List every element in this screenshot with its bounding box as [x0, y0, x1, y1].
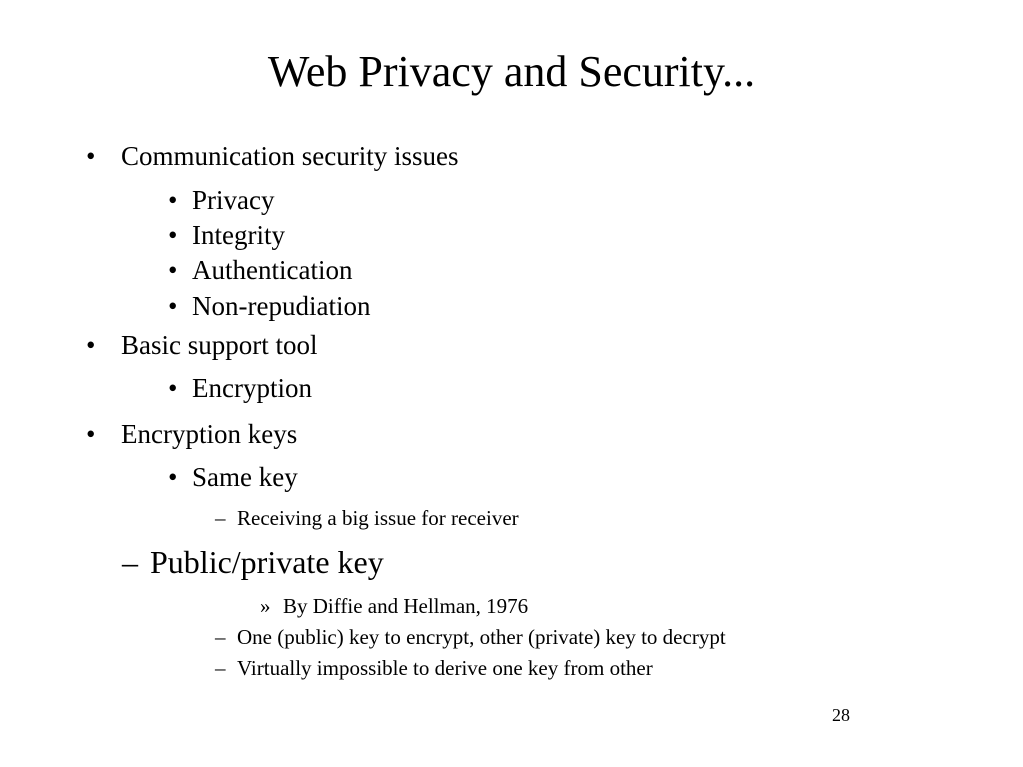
bullet-text: Receiving a big issue for receiver [237, 506, 519, 530]
bullet-marker: • [86, 330, 96, 360]
bullet-marker: • [168, 291, 178, 321]
dash-marker: – [215, 656, 226, 680]
dash-marker: – [122, 544, 138, 580]
bullet-marker: • [86, 141, 96, 171]
bullet-text: Virtually impossible to derive one key from other [237, 656, 653, 680]
bullet-marker: • [168, 220, 178, 250]
bullet-marker: • [168, 373, 178, 403]
page-number: 28 [832, 705, 850, 725]
bullet-text: Non-repudiation [192, 291, 371, 321]
bullet-marker: • [168, 185, 178, 215]
bullet-marker: • [86, 419, 96, 449]
bullet-text: Public/private key [150, 544, 384, 580]
bullet-text: One (public) key to encrypt, other (private) key to decrypt [237, 625, 726, 649]
slide-title: Web Privacy and Security... [267, 47, 756, 96]
dash-marker: – [215, 506, 226, 530]
bullet-text: By Diffie and Hellman, 1976 [283, 594, 529, 618]
bullet-marker: • [168, 462, 178, 492]
dash-marker: – [215, 625, 226, 649]
bullet-text: Authentication [192, 255, 353, 285]
bullet-text: Basic support tool [121, 330, 318, 360]
bullet-text: Encryption [192, 373, 312, 403]
bullet-marker: • [168, 255, 178, 285]
double-arrow-marker: » [260, 594, 271, 618]
bullet-text: Same key [192, 462, 298, 492]
bullet-text: Encryption keys [121, 419, 298, 449]
bullet-text: Integrity [192, 220, 285, 250]
bullet-text: Communication security issues [121, 141, 459, 171]
bullet-text: Privacy [192, 185, 275, 215]
